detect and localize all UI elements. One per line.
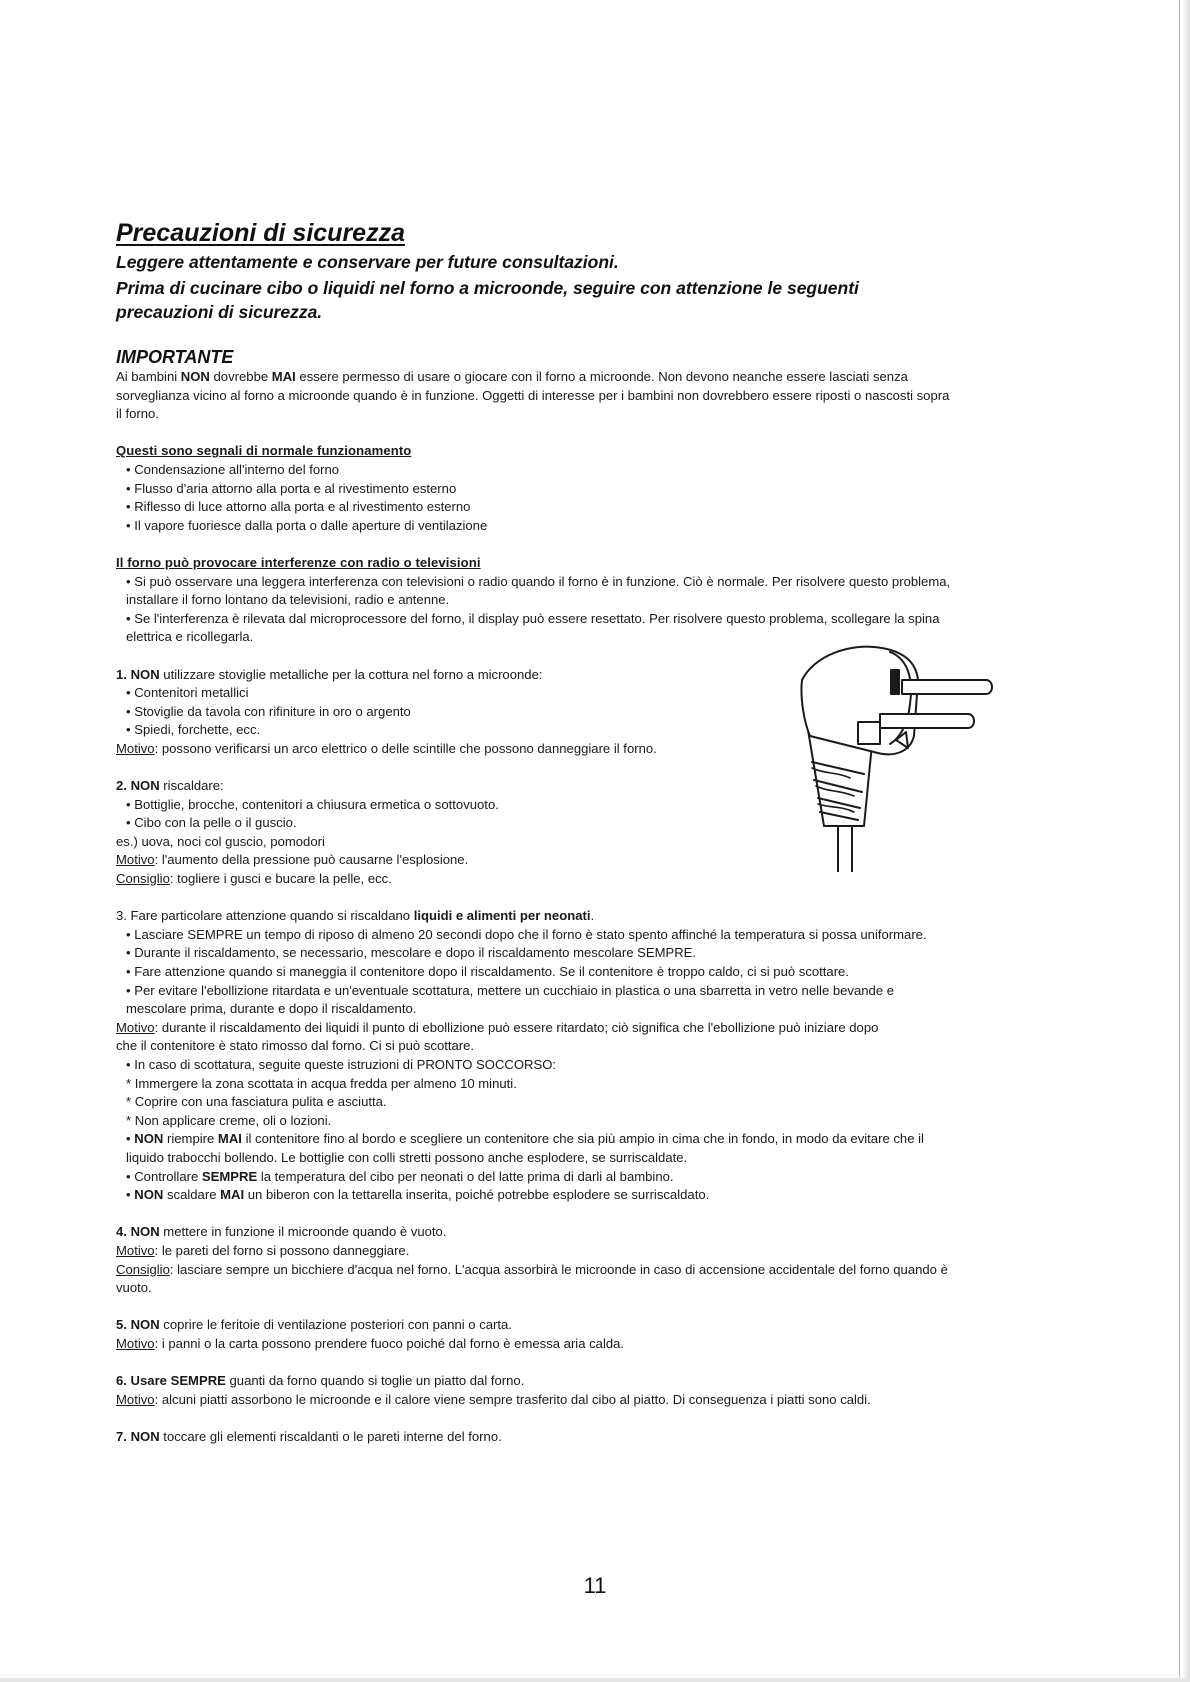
list-item: • Si può osservare una leggera interferenza con televisioni o radio quando il forno è in funzione. Ciò è normale. Per risolvere questo problema, installare il forno lontano da televisioni, radio e antenne. — [126, 573, 951, 608]
scan-bottom-edge — [0, 1678, 1190, 1682]
section-2-consiglio: Consiglio: togliere i gusci e bucare la pelle, ecc. — [116, 871, 392, 887]
scan-border-line — [1179, 0, 1180, 1682]
list-item: • Fare attenzione quando si maneggia il contenitore dopo il riscaldamento. Se il contenitore è troppo caldo, ci si può scottare. — [126, 964, 849, 979]
list-item: • NON riempire MAI il contenitore fino al bordo e scegliere un contenitore che sia più ampio in cima che in fondo, in modo da evitare che il liquido trabocchi bollendo. Le bottiglie con colli stretti possono anche esplodere, se surriscaldate. — [126, 1131, 924, 1165]
list-item: • Riflesso di luce attorno alla porta e al rivestimento esterno — [126, 499, 471, 515]
page-number: 11 — [583, 1573, 607, 1598]
section-7-intro: 7. NON toccare gli elementi riscaldanti o le pareti interne del forno. — [116, 1428, 502, 1444]
section-3-intro: 3. Fare particolare attenzione quando si riscaldano liquidi e alimenti per neonati. — [116, 908, 595, 924]
first-aid-item: * Non applicare creme, oli o lozioni. — [126, 1112, 332, 1128]
section-6-motivo: Motivo: alcuni piatti assorbono le microonde e il calore viene sempre trasferito dal cibo al piatto. Di conseguenza i piatti sono caldi. — [116, 1391, 871, 1407]
list-item: • Se l'interferenza è rilevata dal microprocessore del forno, il display può essere resettato. Per risolvere questo problema, scollegare la spina elettrica e ricollegarla. — [126, 610, 940, 645]
list-item: • Stoviglie da tavola con rifiniture in oro o argento — [126, 703, 411, 719]
section-5-motivo: Motivo: i panni o la carta possono prendere fuoco poiché dal forno è emessa aria calda. — [116, 1335, 625, 1351]
section-6-intro: 6. Usare SEMPRE guanti da forno quando si toglie un piatto dal forno. — [116, 1373, 525, 1389]
section-1-intro: 1. NON utilizzare stoviglie metalliche per la cottura nel forno a microonde: — [116, 666, 543, 682]
first-aid-item: * Immergere la zona scottata in acqua fredda per almeno 10 minuti. — [126, 1075, 517, 1091]
section-1-motivo: Motivo: possono verificarsi un arco elettrico o delle scintille che possono danneggiare il forno. — [116, 740, 657, 756]
important-heading: IMPORTANTE — [116, 347, 234, 367]
section-4-intro: 4. NON mettere in funzione il microonde quando è vuoto. — [116, 1224, 447, 1240]
list-item: • Durante il riscaldamento, se necessario, mescolare e dopo il riscaldamento mescolare SEMPRE. — [126, 945, 697, 961]
important-paragraph: Ai bambini NON dovrebbe MAI essere permesso di usare o giocare con il forno a microonde. Non devono neanche essere lasciati senza sorveglianza vicino al forno a microonde quando è in funzione. Oggetti di interesse per i bambini non dovrebbero essere riposti o nascosti sopra il forno. — [116, 369, 950, 422]
section-3-motivo-cont: che il contenitore è stato rimosso dal forno. Ci si può scottare. — [116, 1038, 475, 1054]
section-3-motivo: Motivo: durante il riscaldamento dei liquidi il punto di ebollizione può essere ritardato; ciò significa che l'ebollizione può iniziare dopo — [116, 1019, 879, 1035]
section-5-intro: 5. NON coprire le feritoie di ventilazione posteriori con panni o carta. — [116, 1317, 512, 1333]
list-item: • Condensazione all'interno del forno — [126, 461, 340, 477]
signals-heading: Questi sono segnali di normale funzionamento — [116, 443, 412, 459]
list-item: • Controllare SEMPRE la temperatura del cibo per neonati o del latte prima di darli al bambino. — [126, 1168, 674, 1184]
section-2-example: es.) uova, noci col guscio, pomodori — [116, 833, 325, 849]
list-item: • Lasciare SEMPRE un tempo di riposo di almeno 20 secondi dopo che il forno è stato spento affinché la temperatura si possa uniformare. — [126, 926, 927, 942]
list-item: • Contenitori metallici — [126, 685, 249, 701]
section-2-motivo: Motivo: l'aumento della pressione può causarne l'esplosione. — [116, 852, 469, 868]
page-title: Precauzioni di sicurezza — [116, 219, 405, 247]
interference-heading: Il forno può provocare interferenze con radio o televisioni — [116, 554, 481, 570]
list-item: • Bottiglie, brocche, contenitori a chiusura ermetica o sottovuoto. — [126, 796, 499, 812]
first-aid-item: * Coprire con una fasciatura pulita e asciutta. — [126, 1094, 387, 1110]
list-item: • Flusso d'aria attorno alla porta e al rivestimento esterno — [126, 480, 457, 496]
list-item: • Spiedi, forchette, ecc. — [126, 722, 261, 738]
section-4-motivo: Motivo: le pareti del forno si possono danneggiare. — [116, 1242, 410, 1258]
list-item: • Cibo con la pelle o il guscio. — [126, 815, 297, 831]
section-2-intro: 2. NON riscaldare: — [116, 778, 224, 794]
scan-edge-shadow — [1182, 0, 1190, 1682]
list-item: • NON scaldare MAI un biberon con la tettarella inserita, poiché potrebbe esplodere se surriscaldato. — [126, 1187, 710, 1203]
subtitle-read-carefully: Leggere attentamente e conservare per future consultazioni. — [116, 252, 619, 272]
list-item: • Il vapore fuoriesce dalla porta o dalle aperture di ventilazione — [126, 517, 488, 533]
electric-plug-icon — [798, 640, 996, 872]
section-4-consiglio: Consiglio: lasciare sempre un bicchiere d'acqua nel forno. L'acqua assorbirà le microonde in caso di accensione accidentale del forno quando è vuoto. — [116, 1261, 948, 1296]
list-item: • Per evitare l'ebollizione ritardata e un'eventuale scottatura, mettere un cucchiaio in plastica o una sbarretta in vetro nelle bevande e mescolare prima, durante e dopo il riscaldamento. — [126, 982, 895, 1017]
list-item: • In caso di scottatura, seguite queste istruzioni di PRONTO SOCCORSO: — [126, 1056, 557, 1072]
subtitle-before-cooking: Prima di cucinare cibo o liquidi nel forno a microonde, seguire con attenzione le seguenti precauzioni di sicurezza. — [116, 278, 859, 322]
